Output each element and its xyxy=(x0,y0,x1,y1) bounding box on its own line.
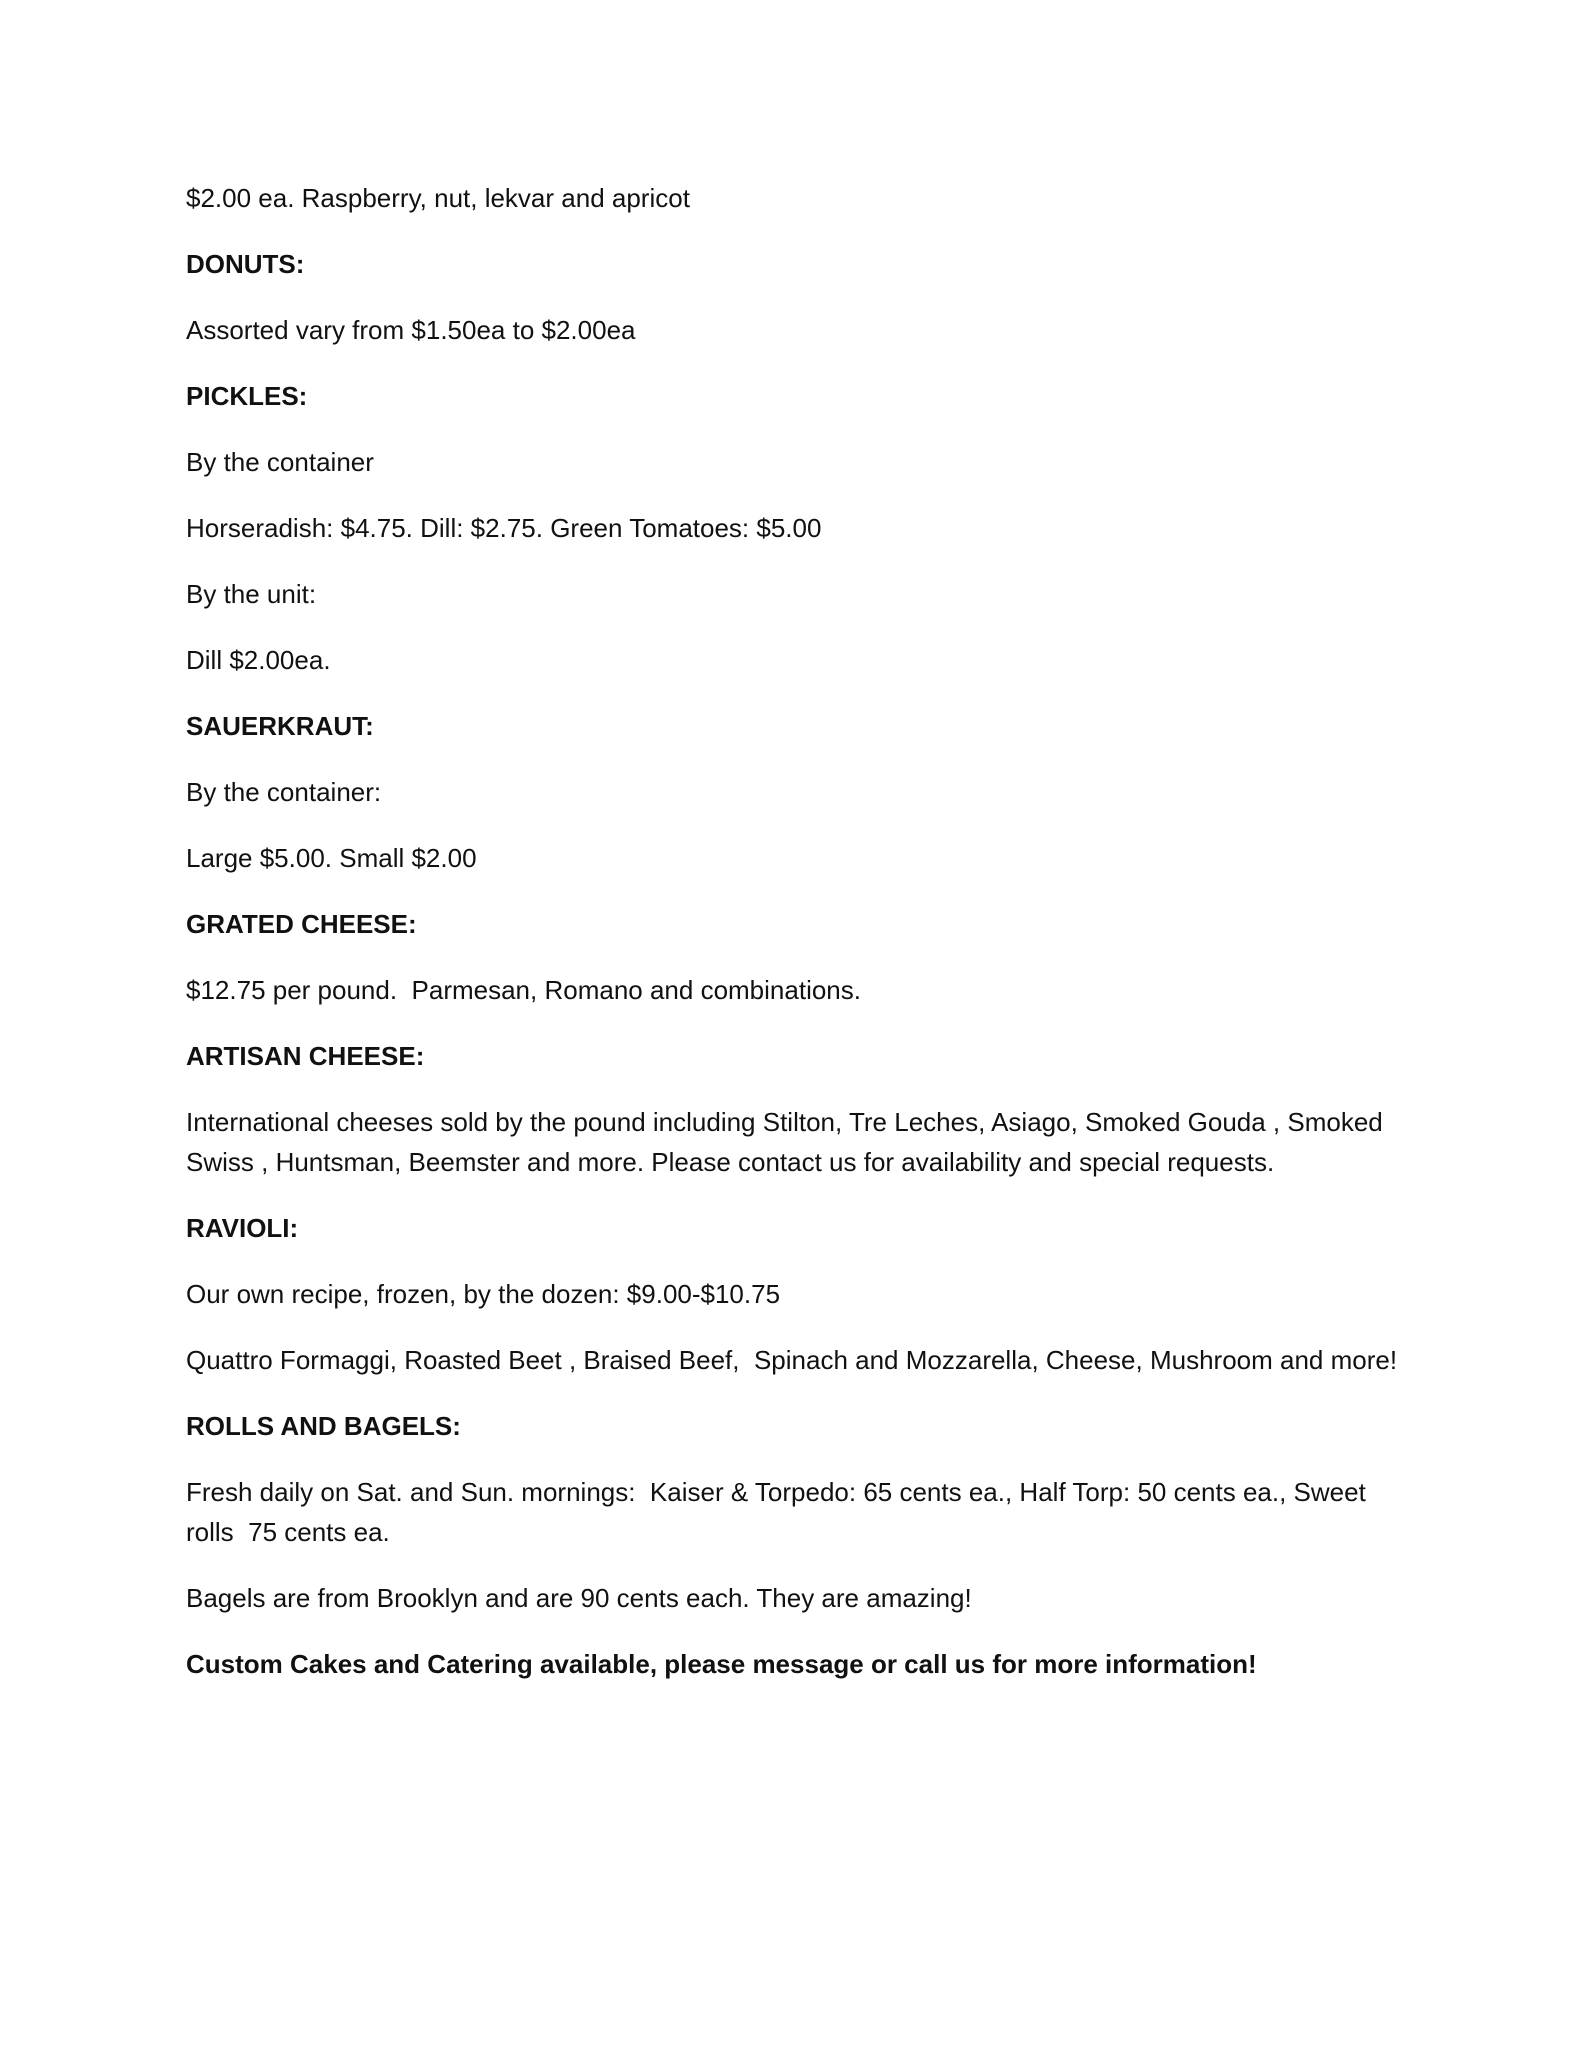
pickles-heading: PICKLES: xyxy=(186,381,308,411)
grated-cheese-heading: GRATED CHEESE: xyxy=(186,909,417,939)
bagels-price-line: Bagels are from Brooklyn and are 90 cents each. They are amazing! xyxy=(186,1583,972,1613)
pastry-price-line: $2.00 ea. Raspberry, nut, lekvar and apricot xyxy=(186,183,690,213)
document-content xyxy=(186,178,1406,1710)
grated-cheese-price-line: $12.75 per pound. Parmesan, Romano and combinations. xyxy=(186,975,861,1005)
sauerkraut-container-label: By the container: xyxy=(186,777,382,807)
pickles-container-label: By the container xyxy=(186,447,374,477)
custom-cakes-catering-note: Custom Cakes and Catering available, please message or call us for more information! xyxy=(186,1649,1257,1679)
donuts-heading: DONUTS: xyxy=(186,249,305,279)
ravioli-heading: RAVIOLI: xyxy=(186,1213,299,1243)
ravioli-varieties-line: Quattro Formaggi, Roasted Beet , Braised Beef, Spinach and Mozzarella, Cheese, Mushroom and more! xyxy=(186,1345,1398,1375)
pickles-unit-price: Dill $2.00ea. xyxy=(186,645,331,675)
rolls-and-bagels-heading: ROLLS AND BAGELS: xyxy=(186,1411,461,1441)
rolls-price-line: Fresh daily on Sat. and Sun. mornings: Kaiser & Torpedo: 65 cents ea., Half Torp: 50 cents ea., Sweet rolls 75 cents ea. xyxy=(186,1477,1374,1547)
pickles-unit-label: By the unit: xyxy=(186,579,317,609)
donuts-price-line: Assorted vary from $1.50ea to $2.00ea xyxy=(186,315,636,345)
pickles-container-prices: Horseradish: $4.75. Dill: $2.75. Green Tomatoes: $5.00 xyxy=(186,513,822,543)
sauerkraut-prices: Large $5.00. Small $2.00 xyxy=(186,843,477,873)
artisan-cheese-description: International cheeses sold by the pound including Stilton, Tre Leches, Asiago, Smoked Gouda , Smoked Swiss , Huntsman, Beemster and more. Please contact us for availability and special requests. xyxy=(186,1107,1390,1177)
ravioli-price-line: Our own recipe, frozen, by the dozen: $9.00-$10.75 xyxy=(186,1279,781,1309)
artisan-cheese-heading: ARTISAN CHEESE: xyxy=(186,1041,425,1071)
sauerkraut-heading: SAUERKRAUT: xyxy=(186,711,374,741)
